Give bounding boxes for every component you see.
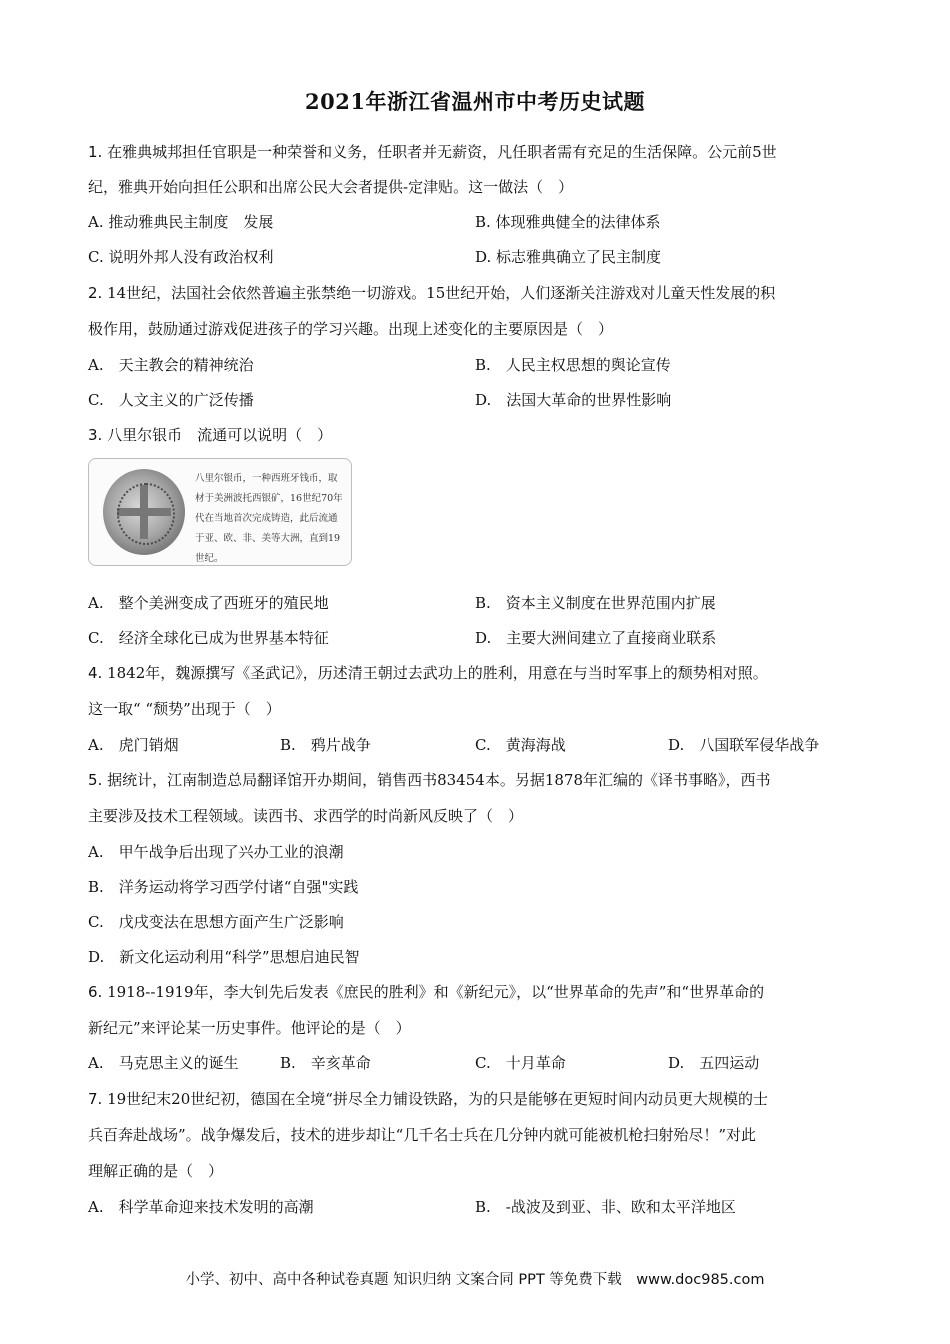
question-7-line-1: 7. 19世纪末20世纪初，德国在全境“拼尽全力铺设铁路，为的只是能够在更短时间内动员更大规模的士 bbox=[88, 1090, 768, 1108]
question-1-option-a: A. 推动雅典民主制度 发展 bbox=[88, 213, 274, 231]
question-2-option-a: A. 天主教会的精神统治 bbox=[88, 356, 254, 374]
question-7-line-3: 理解正确的是（ ） bbox=[88, 1162, 224, 1180]
question-4-option-a: A. 虎门销烟 bbox=[88, 736, 179, 754]
question-5-option-c: C. 戊戌变法在思想方面产生广泛影响 bbox=[88, 913, 344, 931]
question-3-option-a: A. 整个美洲变成了西班牙的殖民地 bbox=[88, 594, 329, 612]
question-3-option-d: D. 主要大洲间建立了直接商业联系 bbox=[475, 629, 717, 647]
question-6-number: 6. bbox=[88, 983, 103, 1001]
question-4-option-b: B. 鸦片战争 bbox=[280, 736, 371, 754]
question-4-line-2: 这一取“ “颓势”出现于（ ） bbox=[88, 700, 281, 718]
question-3-number: 3. bbox=[88, 426, 103, 444]
silver-coin-image bbox=[103, 469, 185, 555]
question-6-line-1: 6. 1918--1919年，李大钊先后发表《庶民的胜利》和《新纪元》，以“世界革命的先声”和“世界革命的 bbox=[88, 983, 765, 1001]
question-7-number: 7. bbox=[88, 1090, 103, 1108]
question-6-line-2: 新纪元”来评论某一历史事件。他评论的是（ ） bbox=[88, 1019, 411, 1037]
page-title: 2021年浙江省温州市中考历史试题 bbox=[305, 89, 645, 114]
question-2-line-1: 2. 14世纪，法国社会依然普遍主张禁绝一切游戏。15世纪开始，人们逐渐关注游戏对儿童天性发展的积 bbox=[88, 284, 776, 302]
question-7-line-2: 兵百奔赴战场”。战争爆发后，技术的进步却让“几千名士兵在几分钟内就可能被机枪扫射殆尽！”对此 bbox=[88, 1126, 757, 1144]
question-4-number: 4. bbox=[88, 664, 103, 682]
question-3-option-b: B. 资本主义制度在世界范围内扩展 bbox=[475, 594, 716, 612]
question-4-option-c: C. 黄海海战 bbox=[475, 736, 566, 754]
question-5-option-d: D. 新文化运动利用“科学”思想启迪民智 bbox=[88, 948, 360, 966]
question-2-option-d: D. 法国大革命的世界性影响 bbox=[475, 391, 672, 409]
question-6-option-b: B. 辛亥革命 bbox=[280, 1054, 371, 1072]
question-4-option-d: D. 八国联军侵华战争 bbox=[668, 736, 820, 754]
question-2-line-2: 极作用，鼓励通过游戏促进孩子的学习兴趣。出现上述变化的主要原因是（ ） bbox=[88, 320, 614, 338]
question-3-line-1: 3. 八里尔银币 流通可以说明（ ） bbox=[88, 426, 333, 444]
question-1-number: 1. bbox=[88, 143, 103, 161]
footer-download-notice: 小学、初中、高中各种试卷真题 知识归纳 文案合同 PPT 等免费下载 www.doc985.com bbox=[185, 1272, 765, 1288]
question-5-number: 5. bbox=[88, 771, 103, 789]
question-6-option-a: A. 马克思主义的诞生 bbox=[88, 1054, 239, 1072]
question-2-option-c: C. 人文主义的广泛传播 bbox=[88, 391, 254, 409]
question-5-option-b: B. 洋务运动将学习西学付诸“自强"实践 bbox=[88, 878, 359, 896]
question-5-line-2: 主要涉及技术工程领域。读西书、求西学的时尚新风反映了（ ） bbox=[88, 807, 524, 825]
question-1-line-1: 1. 在雅典城邦担任官职是一种荣誉和义务，任职者并无薪资，凡任职者需有充足的生活保障。公元前5世 bbox=[88, 143, 777, 161]
question-4-line-1: 4. 1842年，魏源撰写《圣武记》，历述清王朝过去武功上的胜利，用意在与当时军事上的颓势相对照。 bbox=[88, 664, 768, 682]
question-2-option-b: B. 人民主权思想的舆论宣传 bbox=[475, 356, 671, 374]
silver-coin-figure bbox=[88, 458, 352, 566]
question-1-line-2: 纪，雅典开始向担任公职和出席公民大会者提供-定津贴。这一做法（ ） bbox=[88, 178, 574, 196]
question-1-option-b: B. 体现雅典健全的法律体系 bbox=[475, 213, 661, 231]
question-5-line-1: 5. 据统计，江南制造总局翻译馆开办期间，销售西书83454本。另据1878年汇编的《译书事略》，西书 bbox=[88, 771, 771, 789]
figure-caption: 八里尔银币，一种西班牙钱币，取材于美洲波托西银矿，16世纪70年代在当地首次完成铸造，此后流通于亚、欧、非、美等大洲，直到19世纪。 bbox=[195, 473, 343, 564]
question-1-option-d: D. 标志雅典确立了民主制度 bbox=[475, 248, 662, 266]
question-7-option-a: A. 科学革命迎来技术发明的高潮 bbox=[88, 1198, 314, 1216]
question-7-option-b: B. -战波及到亚、非、欧和太平洋地区 bbox=[475, 1198, 736, 1216]
question-6-option-c: C. 十月革命 bbox=[475, 1054, 566, 1072]
question-6-option-d: D. 五四运动 bbox=[668, 1054, 760, 1072]
question-3-option-c: C. 经济全球化已成为世界基本特征 bbox=[88, 629, 329, 647]
question-2-number: 2. bbox=[88, 284, 103, 302]
question-1-option-c: C. 说明外邦人没有政治权利 bbox=[88, 248, 274, 266]
question-5-option-a: A. 甲午战争后出现了兴办工业的浪潮 bbox=[88, 843, 344, 861]
